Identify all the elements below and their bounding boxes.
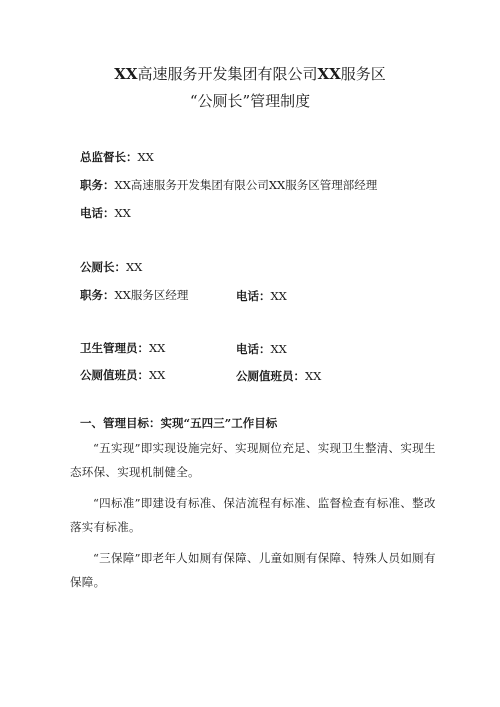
sanitation-phone-value: XX xyxy=(270,342,287,356)
supervisor-phone-label: 电话： xyxy=(80,206,115,220)
supervisor-name-value: XX xyxy=(137,150,154,164)
title-part-2: 高速服务开发集团有限公司 xyxy=(137,65,318,83)
chief-phone-value: XX xyxy=(270,289,287,303)
supervisor-phone xyxy=(80,205,131,221)
sanitation-manager-value: XX xyxy=(149,341,166,355)
supervisor-name xyxy=(80,149,154,165)
section-heading: 一、管理目标：实现“五四三”工作目标 xyxy=(80,416,278,430)
paragraph-five-realizations: “五实现”即实现设施完好、实现厕位充足、实现卫生整清、实现生态环保、实现机制健全。 xyxy=(70,441,436,479)
paragraph-four-standards: “四标准”即建设有标准、保洁流程有标准、监督检查有标准、整改落实有标准。 xyxy=(70,496,436,534)
supervisor-name-label: 总监督长： xyxy=(80,150,138,164)
duty-attendant-1-label: 公厕值班员： xyxy=(80,368,149,382)
duty-attendant-2-value: XX xyxy=(305,369,322,383)
title-part-4: 服务区 xyxy=(340,65,386,83)
sanitation-manager-label: 卫生管理员： xyxy=(80,341,149,355)
document-title xyxy=(0,64,500,84)
chief-position-value: XX服务区经理 xyxy=(114,288,189,302)
supervisor-position-value: XX高速服务开发集团有限公司XX服务区管理部经理 xyxy=(114,178,378,192)
chief-position-label: 职务： xyxy=(80,288,115,302)
duty-attendant-1-value: XX xyxy=(149,368,166,382)
chief-position xyxy=(80,287,188,303)
document-subtitle: “公厕长”管理制度 xyxy=(189,92,311,110)
duty-attendant-2 xyxy=(236,368,321,384)
title-part-1: XX xyxy=(114,65,138,83)
sanitation-phone-label: 电话： xyxy=(236,342,271,356)
supervisor-position xyxy=(80,177,377,193)
duty-attendant-2-label: 公厕值班员： xyxy=(236,369,305,383)
chief-name xyxy=(80,259,142,275)
sanitation-manager xyxy=(80,340,165,356)
title-part-3: XX xyxy=(317,65,341,83)
sanitation-phone xyxy=(236,341,287,357)
paragraph-three-guarantees: “三保障”即老年人如厕有保障、儿童如厕有保障、特殊人员如厕有保障。 xyxy=(70,551,436,589)
chief-name-value: XX xyxy=(126,260,143,274)
chief-phone xyxy=(236,288,287,304)
chief-phone-label: 电话： xyxy=(236,289,271,303)
chief-name-label: 公厕长： xyxy=(80,260,126,274)
supervisor-phone-value: XX xyxy=(114,206,131,220)
supervisor-position-label: 职务： xyxy=(80,178,115,192)
duty-attendant-1 xyxy=(80,367,165,383)
